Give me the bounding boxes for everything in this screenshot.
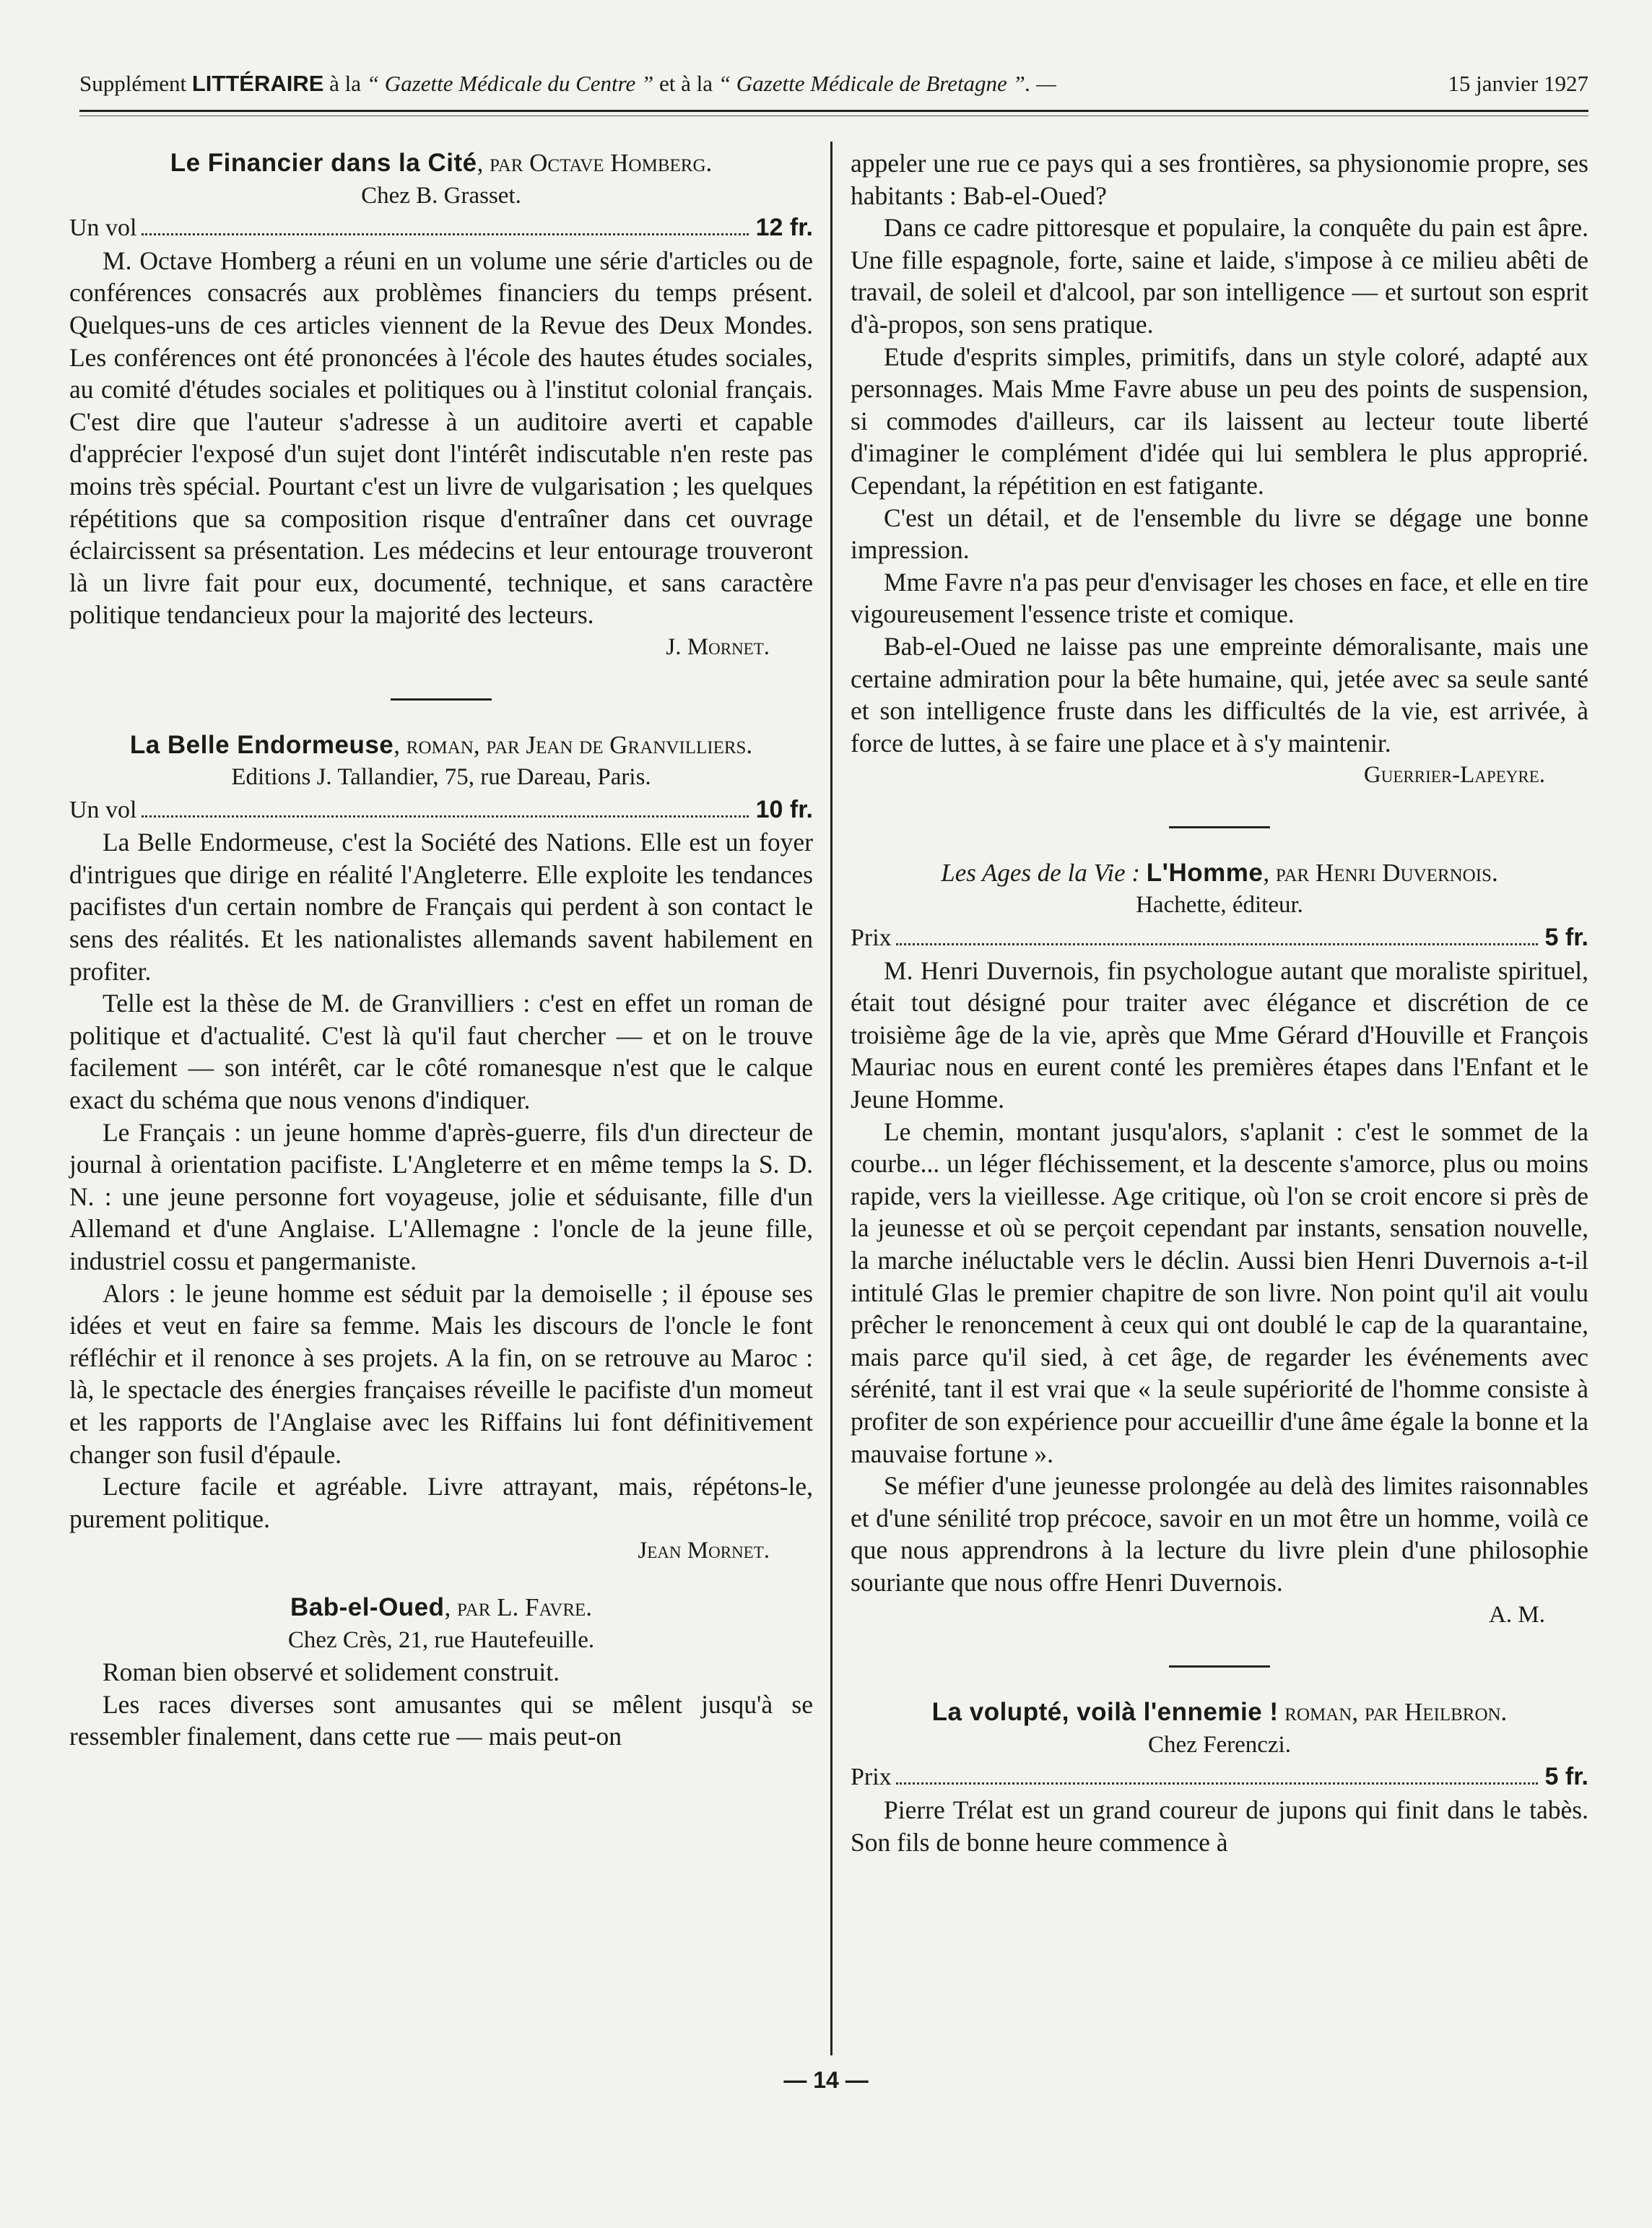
review-2-author: , roman, par Jean de Granvilliers.: [394, 730, 753, 759]
review-2-price: 10 fr.: [755, 795, 813, 823]
section-separator: [1169, 826, 1270, 828]
review-1-publisher: Chez B. Grasset.: [361, 182, 521, 209]
review-2-paragraph-1: La Belle Endormeuse, c'est la Société des Nations. Elle est un foyer d'intrigues que dirige en réalité l'Angleterre. Elle exploite les tendances pacifistes d'un certain nombre de Français qui perdent à son contact le sens des réalités. Et les nationalistes allemands savent habilement en profiter.: [69, 828, 813, 986]
review-4-price: 5 fr.: [1544, 924, 1588, 952]
header-rule: [79, 110, 1588, 112]
review-3-continued-paragraph-6: Bab-el-Oued ne laisse pas une empreinte démoralisante, mais une certaine admiration pour la bête humaine, qui, jetée avec sa seule santé et son intelligence fruste dans les difficultés de la vie, est arrivée, à force de luttes, à se faire une place et à s'y maintenir.: [851, 631, 1588, 758]
review-3-continued-paragraph-3: Etude d'esprits simples, primitifs, dans un style coloré, adapté aux personnages. Mais Mme Favre abuse un peu des points de suspension, si commodes d'ailleurs, car ils laissent au lecteur toute liberté d'imaginer le complément d'idée qui lui semblera le plus approprié. Cependant, la répétition en est fatigante.: [851, 342, 1588, 500]
review-4-price-label: Prix: [851, 924, 892, 952]
review-2-paragraph-3: Le Français : un jeune homme d'après-guerre, fils d'un directeur de journal à orientation pacifiste. L'Angleterre et en même temps la S. D. N. : une jeune personne fort voyageuse, jolie et séduisante, fille d'un Allemand et d'une Anglaise. L'Allemagne : l'oncle de la jeune fille, industriel cossu et pangermaniste.: [69, 1117, 813, 1275]
header-gazette-centre: “ Gazette Médicale du Centre ”: [366, 71, 654, 96]
review-2-price-label: Un vol: [69, 796, 137, 823]
section-separator: [391, 698, 492, 701]
review-1-author: , par Octave Homberg.: [477, 149, 713, 177]
review-3-paragraph-2: Les races diverses sont amusantes qui se mêlent jusqu'à se ressembler finalement, dans cette rue — mais peut-on: [69, 1689, 813, 1751]
review-4-title-line: [851, 857, 1588, 890]
dot-leader: [142, 233, 749, 235]
review-3-title-line: [69, 1592, 813, 1624]
review-1-price: 12 fr.: [755, 214, 813, 242]
review-4-author: , par Henri Duvernois.: [1263, 858, 1498, 887]
review-4-price-line: [851, 922, 1588, 955]
review-1-title: Le Financier dans la Cité: [170, 149, 477, 177]
review-3-title: Bab-el-Oued: [290, 1592, 445, 1621]
review-1-paragraph: M. Octave Homberg a réuni en un volume une série d'articles ou de conférences consacrés aux problèmes financiers du temps présent. Quelques-uns de ces articles viennent de la Revue des Deux Mondes. Les conférences ont été prononcées à l'école des hautes études sociales, au comité d'études sociales et politiques ou à l'institut colonial français. C'est dire que l'auteur s'adresse à un auditoire averti et capable d'apprécier l'exposé d'un sujet dont l'intérêt indiscutable n'en reste pas moins très spécial. Pourtant c'est un livre de vulgarisation ; les quelques répétitions que sa composition risque d'entraîner dans cet ouvrage éclaircissent sa présentation. Les médecins et leur entourage trouveront là un livre fait pour eux, documenté, technique, et sans caractère politique tendancieux pour la majorité des lecteurs.: [69, 246, 813, 630]
review-2-paragraph-5: Lecture facile et agréable. Livre attrayant, mais, répétons-le, purement politique.: [69, 1472, 813, 1533]
header-date: 15 janvier 1927: [1448, 71, 1588, 96]
column-divider: [830, 142, 832, 2055]
review-4-signature: [851, 1599, 1588, 1631]
review-1-price-line: [69, 212, 813, 245]
header-a-la: à la: [329, 71, 362, 96]
review-4-paragraph-3: Se méfier d'une jeunesse prolongée au delà des limites raisonnables et d'une sénilité trop précoce, savoir en un mot être un homme, voilà ce que nous apprendrons à la lecture du livre plein d'une philosophie souriante que nous offre Henri Duvernois.: [851, 1471, 1588, 1597]
dot-leader: [896, 1782, 1538, 1785]
review-5-price-line: [851, 1761, 1588, 1794]
review-3-signature-text: Guerrier-Lapeyre.: [1363, 762, 1545, 789]
header-litteraire: LITTÉRAIRE: [191, 71, 324, 96]
review-2-price-line: [69, 794, 813, 827]
header-prefix: Supplément: [79, 71, 187, 96]
page-header: [79, 71, 1588, 97]
review-5-author: roman, par Heilbron.: [1278, 1698, 1508, 1727]
review-3-continued-paragraph-2: Dans ce cadre pittoresque et populaire, la conquête du pain est âpre. Une fille espagnole, forte, saine et laide, s'impose à ce milieu abêti de travail, de soleil et d'alcool, par son intelligence — et surtout son esprit d'à-propos, son sens pratique.: [851, 213, 1588, 339]
review-5-price: 5 fr.: [1544, 1763, 1588, 1791]
review-3-paragraph-1: Roman bien observé et solidement construit.: [103, 1657, 560, 1687]
review-1-signature-text: J. Mornet.: [666, 633, 770, 660]
review-5-title: La volupté, voilà l'ennemie !: [931, 1698, 1279, 1727]
review-3-continued-paragraph-1: appeler une rue ce pays qui a ses frontières, sa physionomie propre, ses habitants : Bab-el-Oued?: [851, 149, 1588, 210]
page-number: — 14 —: [783, 2067, 869, 2093]
review-2-signature: [69, 1535, 813, 1567]
header-gazette-bretagne: “ Gazette Médicale de Bretagne ”. —: [718, 71, 1056, 96]
header-et-a-la: et à la: [659, 71, 713, 96]
review-1-price-label: Un vol: [69, 214, 137, 242]
review-2-publisher: Editions J. Tallandier, 75, rue Dareau, Paris.: [231, 764, 651, 791]
review-2-title-line: [69, 729, 813, 762]
review-1-signature: [69, 631, 813, 664]
review-5-title-line: [851, 1696, 1588, 1729]
dot-leader: [142, 815, 749, 818]
review-5-price-label: Prix: [851, 1764, 892, 1791]
section-separator: [1169, 1665, 1270, 1668]
review-4-paragraph-2: Le chemin, montant jusqu'alors, s'aplanit : c'est le sommet de la courbe... un léger fléchissement, et la descente s'amorce, plus ou moins rapide, vers la vieillesse. Age critique, où l'on se croit encore si près de la jeunesse et où se perçoit cependant par instants, sensation nouvelle, la marche inéluctable vers le déclin. Aussi bien Henri Duvernois a-t-il intitulé Glas le premier chapitre de son livre. Non point qu'il ait voulu prêcher le renoncement à ceux qui ont doublé le cap de la quarantaine, mais parce qu'il sied, à cet âge, de regarder les événements avec sérénité, tant il est vrai que « la seule supériorité de l'homme consiste à profiter de son expérience pour accueillir d'une âme égale la bonne et la mauvaise fortune ».: [851, 1117, 1588, 1468]
left-column: [69, 147, 813, 1753]
review-3-continued-paragraph-5: Mme Favre n'a pas peur d'envisager les choses en face, et elle en tire vigoureusement l'essence triste et comique.: [851, 567, 1588, 629]
dot-leader: [896, 943, 1538, 945]
review-4-series: Les Ages de la Vie :: [941, 858, 1141, 887]
review-1-title-line: [69, 147, 813, 180]
review-4-paragraph-1: M. Henri Duvernois, fin psychologue autant que moraliste spirituel, était tout désigné pour traiter avec élégance et discrétion de ce troisième âge de la vie, après que Mme Gérard d'Houville et François Mauriac nous en eurent conté les premières étapes dans l'Enfant et le Jeune Homme.: [851, 955, 1588, 1114]
review-4-signature-text: A. M.: [1489, 1601, 1545, 1628]
review-2-signature-text: Jean Mornet.: [638, 1538, 770, 1564]
review-2-paragraph-4: Alors : le jeune homme est séduit par la demoiselle ; il épouse ses idées et veut en faire sa femme. Mais les discours de l'oncle le font réfléchir et il renonce à ses projets. A la fin, on se retrouve au Maroc : là, le spectacle des énergies françaises réveille le pacifiste d'un momeut et les rapports de l'Anglaise avec les Riffains lui font définitivement changer son fusil d'épaule.: [69, 1278, 813, 1469]
right-column: [851, 147, 1588, 1858]
spacer: [69, 1567, 813, 1592]
review-4-title: L'Homme: [1146, 858, 1264, 887]
review-3-publisher: Chez Crès, 21, rue Hautefeuille.: [287, 1626, 595, 1653]
review-2-title: La Belle Endormeuse: [129, 730, 394, 759]
review-5-publisher: Chez Ferenczi.: [1148, 1731, 1291, 1758]
review-3-signature: [851, 759, 1588, 792]
review-5-paragraph-1: Pierre Trélat est un grand coureur de jupons qui finit dans le tabès. Son fils de bonne heure commence à: [851, 1795, 1588, 1857]
review-2-paragraph-2: Telle est la thèse de M. de Granvilliers : c'est en effet un roman de politique et d'actualité. C'est là qu'il faut chercher — et on le trouve facilement — son intérêt, car le côté romanesque n'est que le calque exact du schéma que nous venons d'indiquer.: [69, 989, 813, 1115]
review-3-author: , par L. Favre.: [444, 1592, 593, 1621]
review-3-continued-paragraph-4: C'est un détail, et de l'ensemble du livre se dégage une bonne impression.: [851, 503, 1588, 565]
review-4-publisher: Hachette, éditeur.: [1136, 892, 1303, 919]
